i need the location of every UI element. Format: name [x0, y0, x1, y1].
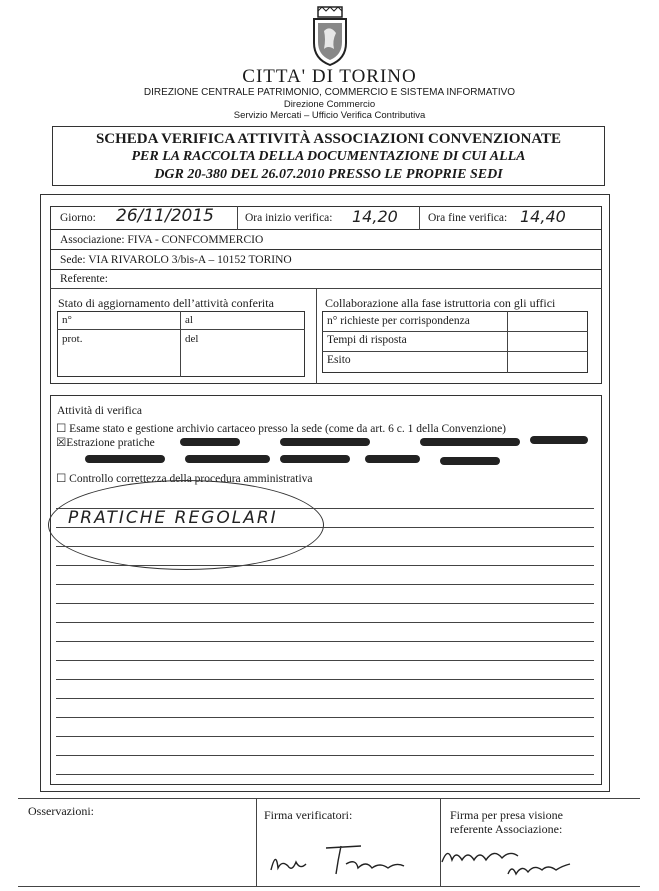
referente-label: Referente: — [60, 273, 108, 285]
date-label: Giorno: — [60, 212, 96, 224]
collab-title: Collaborazione alla fase istruttoria con gli uffici — [325, 296, 556, 310]
stato-table — [57, 311, 305, 377]
end-label: Ora fine verifica: — [428, 212, 508, 224]
end-value: 14,40 — [520, 207, 566, 226]
collab-row-2: Tempi di risposta — [327, 334, 407, 346]
firma-presa-label-1: Firma per presa visione — [450, 808, 563, 822]
firma-verificatori-label: Firma verificatori: — [264, 808, 353, 822]
redaction-4 — [530, 436, 588, 444]
firma-presa-label-2: referente Associazione: — [450, 822, 563, 836]
verifier-signature — [266, 840, 416, 880]
collab-row-3: Esito — [327, 354, 351, 366]
stato-n: n° — [62, 314, 72, 326]
attivita-item-2: ☒Estrazione pratiche — [56, 437, 155, 449]
start-label: Ora inizio verifica: — [245, 212, 333, 224]
direction-line: DIREZIONE CENTRALE PATRIMONIO, COMMERCIO E SISTEMA INFORMATIVO — [143, 87, 516, 98]
city-emblem — [310, 5, 350, 67]
redaction-2 — [280, 438, 370, 446]
attivita-title: Attività di verifica — [57, 405, 142, 417]
attivita-item-3: ☐ Controllo correttezza della procedura amministrativa — [56, 473, 313, 485]
title-line-3: DGR 20-380 DEL 26.07.2010 PRESSO LE PROPRIE SEDI — [154, 167, 503, 182]
sede-text: Sede: VIA RIVAROLO 3/bis-A – 10152 TORINO — [60, 254, 292, 266]
redaction-3 — [420, 438, 520, 446]
note-text: PRATICHE REGOLARI — [68, 508, 278, 528]
redaction-7 — [280, 455, 350, 463]
osservazioni-label: Osservazioni: — [28, 804, 94, 818]
redaction-5 — [85, 455, 165, 463]
referent-signature — [438, 834, 588, 882]
redaction-1 — [180, 438, 240, 446]
service-line: Servizio Mercati – Ufficio Verifica Contributiva — [233, 110, 426, 121]
stato-al: al — [185, 314, 193, 326]
stato-del: del — [185, 333, 199, 345]
stato-title: Stato di aggiornamento dell’attività conferita — [58, 296, 274, 310]
title-box — [52, 126, 605, 186]
city-name: CITTA' DI TORINO — [242, 66, 417, 87]
title-line-1: SCHEDA VERIFICA ATTIVITÀ ASSOCIAZIONI CONVENZIONATE — [95, 131, 562, 147]
collab-row-1: n° richieste per corrispondenza — [327, 315, 470, 327]
title-line-2: PER LA RACCOLTA DELLA DOCUMENTAZIONE DI CUI ALLA — [131, 149, 526, 164]
redaction-8 — [365, 455, 420, 463]
stato-prot: prot. — [62, 333, 83, 345]
start-value: 14,20 — [352, 207, 398, 226]
attivita-item-1: ☐ Esame stato e gestione archivio cartaceo presso la sede (come da art. 6 c. 1 della Convenzione) — [56, 423, 507, 435]
attivita-section — [50, 395, 602, 785]
redaction-6 — [185, 455, 270, 463]
department-line: Direzione Commercio — [283, 99, 376, 110]
redaction-9 — [440, 457, 500, 465]
date-value: 26/11/2015 — [116, 206, 214, 226]
association-text: Associazione: FIVA - CONFCOMMERCIO — [60, 234, 264, 246]
